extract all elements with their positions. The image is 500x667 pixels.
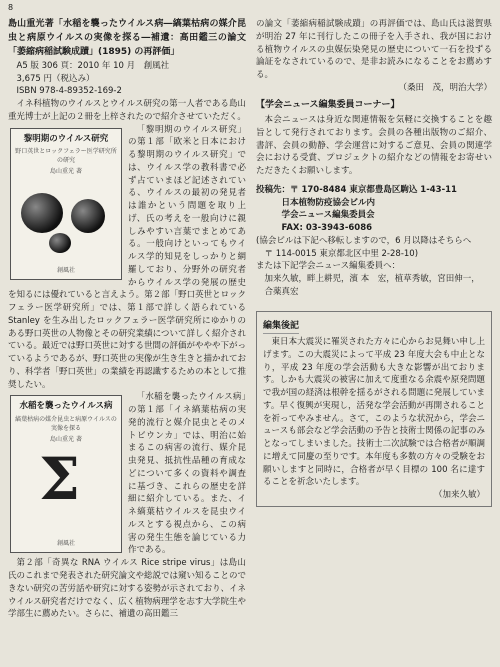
- notice-line-4: 加来久敏，畔上耕児，濱 本 宏，植草秀敏，宮田伸一，: [264, 274, 480, 284]
- right-column: [256, 18, 492, 507]
- cover2-title: 水稲を襲ったウイルス病: [19, 401, 113, 412]
- cover1-publisher: 創風社: [56, 266, 75, 274]
- cover1-title: 黎明期のウイルス研究: [23, 133, 109, 144]
- contact-committee: 学会ニュース編集委員会: [281, 210, 375, 221]
- book-cover-2: [10, 395, 122, 553]
- postscript-signature: （加来久敏）: [433, 490, 485, 500]
- notice-line-1: (協会ビルは下記へ移転しますので，6 月以降はそちらへ: [256, 235, 472, 246]
- virus-particle-image: [49, 233, 71, 253]
- review-heading: 島山重光著「水稲を襲ったウイルス病―縞葉枯病の媒介昆虫と病原ウイルスの実像を探る―補遺：高田鑑三の論文「萎縮病稲試験成蹟」(1895) の再評価」: [8, 19, 246, 57]
- cover2-author: 島山重光 著: [50, 436, 82, 444]
- committee-text: 本会ニュースは身近な関連情報を気軽に交換することを趣旨として発行されております。会員の各種出版物のご紹介、書評、会員の動静、学会運営に対するご意見、会員の関連学会における受賞、プロジェクトの紹介などの情報をお寄せいただきたくお願いします。: [256, 115, 492, 176]
- contact-address: 投稿先：〒 170-8484 東京都豊島区駒込 1-43-11: [256, 184, 457, 195]
- book-meta: [8, 60, 246, 98]
- contact-fax: FAX: 03-3943-6086: [281, 223, 373, 233]
- virus-particle-image: [71, 199, 105, 233]
- book2-section: [8, 391, 246, 557]
- postscript-text: 東日本大震災に罹災された方々に心からお見舞い申し上げます。この大震災によって平成 23 年度大会も中止となり，平成 23 年度の学会活動も大きな影響が出ております。しかも大震災の被害に加えて度重なる余震や原発問題で我が国の経済は根幹を揺るがされる問題に発展しています。早く復興が実現し，活発な学会活動が再開されることを祈ってやみません。さて，このような状況から，学会ニュースも部会など学会活動の予告と技術士関係の記事のみとなってしまいました。技術士二次試験では合格者が順調に増えて同慶の至りです。本年度も多数の方々の受験をお願いしますと同時に，合格者が早く目標の 100 名に達することを祈念いたします。: [263, 337, 485, 488]
- book2-review: 「水稲を襲ったウイルス病」の第１部「イネ縞葉枯病の実発的流行と媒介昆虫とそのメトビウンカ」では、明治に始まるこの病害の流行、媒介昆虫発見、抵抗性品種の育成などについて多くの資料や調査に基づき、これらの歴史を詳細に紹介している。また、イネ縞葉枯ウイルスを昆虫ウイルスとする視点から、この病害の発生生態を論じている力作である。: [128, 392, 246, 556]
- notice-block: [256, 235, 492, 299]
- book1-review: 「黎明期のウイルス研究」の第１部「欧米と日本における黎明期のウイルス研究」では、ウイルス学の教科書で必ず占ていまほど記述されている、ウイルスの最初の発見者は誰かという問題を取り上げ、氏の考えを一般向けに親しみやすい言葉でまとめてある。一般向けといってもウイルス学的知見をしっかりと網羅しており、分野外の研究者からウイルス学の発展の歴史を知るには優れていると言えよう。第２部「野口英世とロックフェラー医学研究所」では、第１部で詳しく語られている Stanley を生み出したロックフェラー医学研究所にゆかりのある野口英世の人物像とその研究業績について詳しく紹介されている。最近では野口英世に対する世間の評価がややや下がっているようであるが、野口英世の実像が生き生きと描かれており、科学者「野口英世」の業績を再認識するための本として推奨したい。: [8, 124, 246, 390]
- book2-part2-review: 第２部「奇異な RNA ウイルス Rice stripe virus」は島山氏のこれまで発表された研究論文や総説では窺い知ることのできない研究の苦労話や研究に対する姿勢が示されており、イネウイルス研究者だけでなく、広く植物病理学を志す大学院生や学部生に薦めたい。さらに、補遺の高田鑑三: [8, 558, 247, 620]
- committee-heading: 【学会ニュース編集委員コーナー】: [256, 99, 400, 110]
- notice-line-5: 合薬真宏: [264, 286, 299, 297]
- meta-format: A5 版 306 頁：2010 年 10 月 創風社: [16, 60, 170, 71]
- book-cover-1: [10, 128, 122, 280]
- cover2-subtitle: 縞葉枯病の媒介昆虫と病原ウイルスの実像を探る: [15, 416, 117, 433]
- review-continuation: の論文「萎縮病稲試験成蹟」の再評価では、島山氏は滋賀県が明治 27 年に刊行したこの冊子を入手され、我が国における植物ウイルスの虫媒伝染発見の歴史について一石を投ずる論証をなされているので、是非お読みになることをお薦めする。: [256, 19, 492, 80]
- cover1-subtitle: 野口英世とロックフェラー医学研究所の研究: [15, 148, 117, 165]
- review-intro: イネ科植物のウイルスとウイルス研究の第一人者である島山重光博士が上記の２冊を上梓されたので紹介させていただく。: [8, 99, 246, 122]
- meta-isbn: ISBN 978-4-89352-169-2: [16, 86, 122, 97]
- postscript-heading: 編集後記: [263, 320, 299, 335]
- notice-line-2: 〒 114-0015 東京都北区中里 2-28-10): [264, 248, 419, 259]
- cover2-publisher: 創風社: [56, 540, 75, 548]
- notice-line-3: または下記学会ニュース編集委員へ：: [256, 261, 401, 272]
- left-column: [8, 18, 246, 621]
- meta-price: 3,675 円（税込み）: [16, 73, 95, 84]
- cover-illustration-icon: Σ: [39, 445, 81, 514]
- postscript-box: [256, 311, 492, 507]
- cover1-author: 島山重光 著: [50, 168, 82, 176]
- contact-building: 日本植物防疫協会ビル内: [281, 197, 376, 208]
- contact-block: [256, 184, 492, 235]
- virus-particle-image: [21, 193, 63, 233]
- page-number: 8: [8, 3, 14, 12]
- book1-section: [8, 124, 246, 392]
- review-signature: （桑田 茂，明治大学）: [398, 82, 492, 93]
